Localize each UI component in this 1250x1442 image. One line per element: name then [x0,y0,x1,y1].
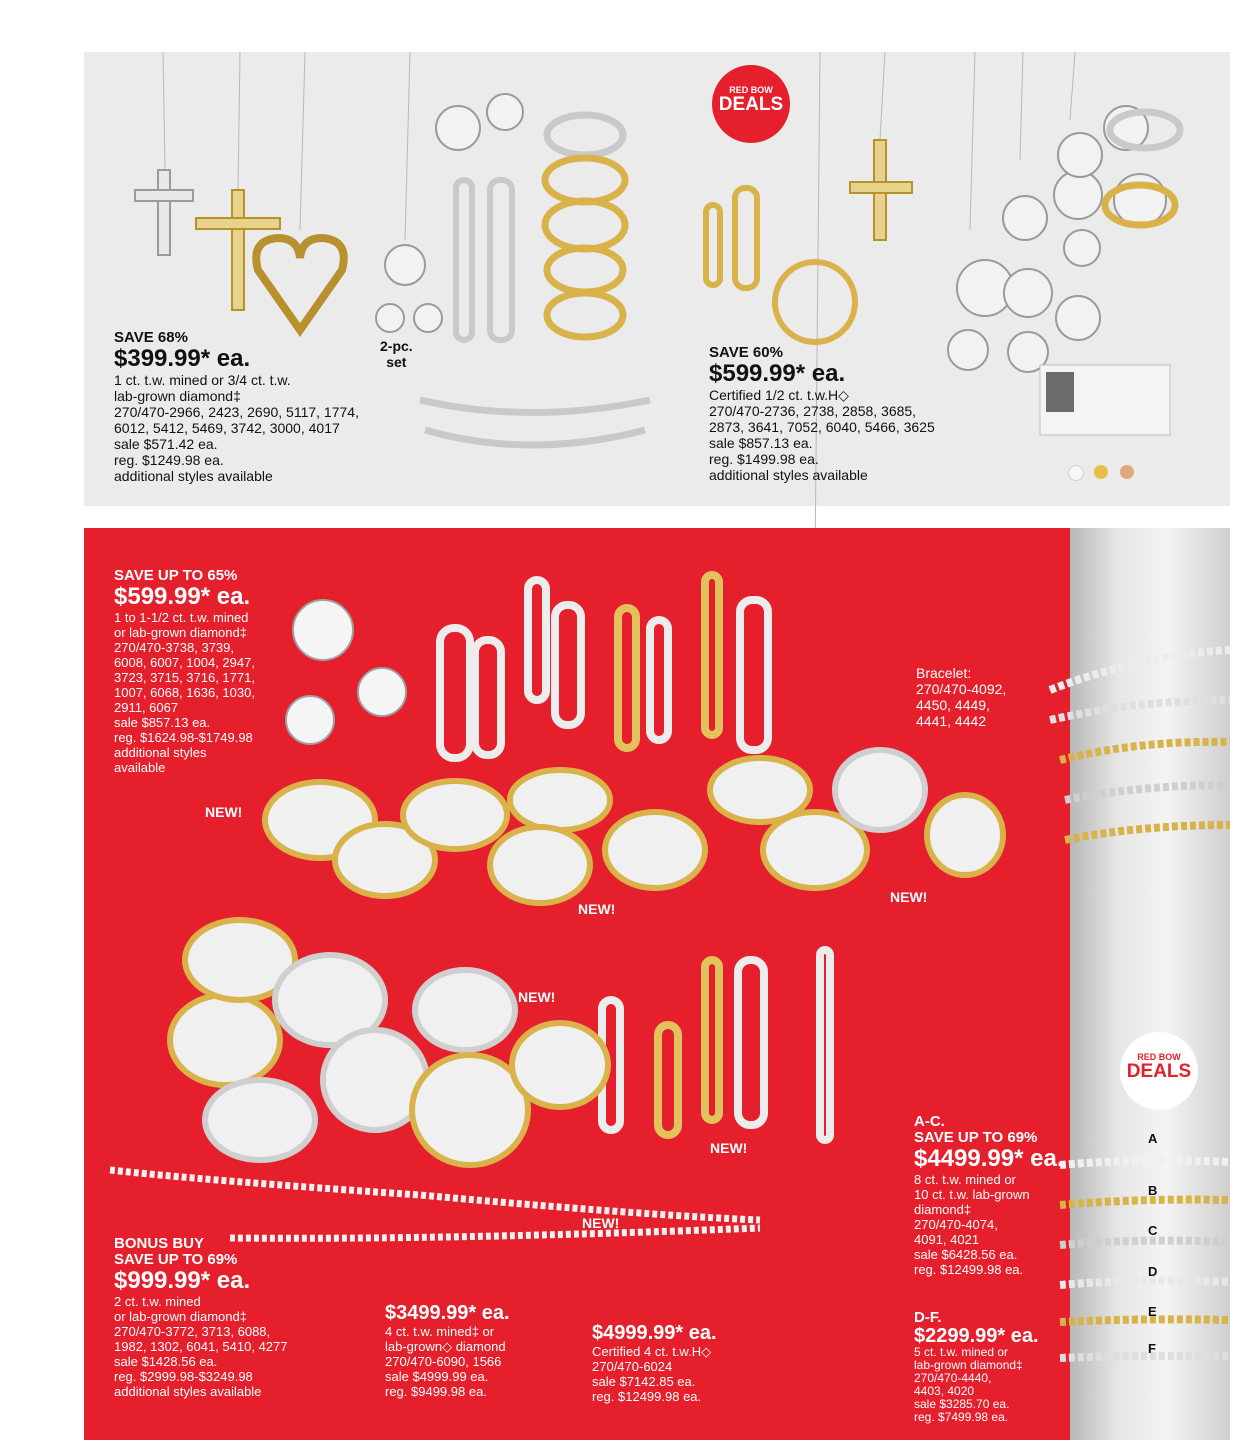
offer-save: SAVE 68% [114,329,188,346]
offer-line: lab-grown◇ diamond [385,1339,506,1354]
badge-big-text: DEALS [718,94,784,115]
offer-line: lab-grown diamond‡ [114,388,241,404]
offer-line: 270/470-3772, 3713, 6088, [114,1324,271,1339]
new-tag: NEW! [710,1140,748,1156]
set-tag-line1: 2-pc. [380,338,413,354]
offer-line: reg. $1249.98 ea. [114,452,224,468]
offer-line: 270/470-6090, 1566 [385,1354,502,1369]
offer-line: sale $7142.85 ea. [592,1374,696,1389]
offer-line: reg. $1499.98 ea. [709,451,819,467]
offer-line: reg. $12499.98 ea. [592,1389,702,1404]
offer-block-bracelet [916,665,1006,729]
offer-block-middle [385,1302,510,1399]
offer-block-red-top-left [114,568,255,775]
offer-line: 6008, 6007, 1004, 2947, [114,655,255,670]
offer-line: sale $4999.99 ea. [385,1369,489,1384]
new-tag: NEW! [578,901,616,917]
offer-line: Certified 4 ct. t.w.H◇ [592,1344,712,1359]
new-tag: NEW! [518,989,556,1005]
offer-line: 270/470-2966, 2423, 2690, 5117, 1774, [114,404,359,420]
offer-line: sale $571.42 ea. [114,436,218,452]
offer-price: $2299.99* ea. [914,1325,1039,1347]
offer-line: 270/470-4092, [916,681,1007,697]
badge-small-text: RED BOW [729,85,773,95]
offer-line: lab-grown diamond‡ [914,1358,1023,1372]
offer-line: 2873, 3641, 7052, 6040, 5466, 3625 [709,419,935,435]
offer-line: 4403, 4020 [914,1384,975,1398]
bracelet-letter-e: E [1148,1304,1157,1319]
offer-line: additional styles available [709,467,868,483]
offer-line: additional styles available [114,1384,262,1399]
offer-line: 5 ct. t.w. mined or [914,1345,1009,1359]
offer-line: 1982, 1302, 6041, 5410, 4277 [114,1339,288,1354]
offer-line: 1 ct. t.w. mined or 3/4 ct. t.w. [114,372,291,388]
offer-head: BONUS BUY [114,1235,205,1252]
offer-line: reg. $1624.98-$1749.98 [114,730,253,745]
new-tag: NEW! [205,804,243,820]
offer-head: D-F. [914,1309,942,1326]
offer-line: 270/470-2736, 2738, 2858, 3685, [709,403,917,419]
offer-price: $599.99* ea. [709,360,846,387]
offer-line: 270/470-4440, [914,1371,992,1385]
offer-line: 270/470-4074, [914,1217,998,1232]
offer-line: Certified 1/2 ct. t.w.H◇ [709,387,849,403]
offer-block-d-f [914,1310,1039,1424]
offer-line: 270/470-3738, 3739, [114,640,234,655]
offer-price: $999.99* ea. [114,1267,251,1294]
offer-line: reg. $7499.98 ea. [914,1410,1009,1424]
offer-price: $4499.99* ea. [914,1145,1064,1172]
new-tag: NEW! [582,1215,620,1231]
offer-line: sale $1428.56 ea. [114,1354,218,1369]
bracelet-letter-c: C [1148,1223,1158,1238]
offer-line: 2911, 6067 [114,700,179,715]
red-bow-deals-badge-bottom [1120,1032,1198,1110]
offer-line: diamond‡ [914,1202,972,1217]
offer-line: 8 ct. t.w. mined or [914,1172,1016,1187]
offer-price: $399.99* ea. [114,345,251,372]
offer-line: or lab-grown diamond‡ [114,1309,247,1324]
offer-line: 10 ct. t.w. lab-grown [914,1187,1030,1202]
offer-line: 1 to 1-1/2 ct. t.w. mined [114,610,249,625]
offer-line: additional styles available [114,468,273,484]
offer-line: reg. $9499.98 ea. [385,1384,487,1399]
offer-line: additional styles [114,745,207,760]
new-tag: NEW! [890,889,928,905]
offer-block-bonus-buy [114,1236,288,1399]
bracelet-letter-a: A [1148,1131,1158,1146]
offer-head: A-C. [914,1113,945,1130]
offer-save: SAVE UP TO 69% [914,1129,1038,1146]
offer-line: available [114,760,166,775]
offer-price: $599.99* ea. [114,583,251,610]
set-tag-line2: set [386,354,407,370]
offer-line: 3723, 3715, 3716, 1771, [114,670,255,685]
offer-line: 4450, 4449, [916,697,990,713]
offer-line: or lab-grown diamond‡ [114,625,247,640]
offer-line: reg. $12499.98 ea. [914,1262,1024,1277]
offer-save: SAVE UP TO 65% [114,567,238,584]
offer-line: sale $3285.70 ea. [914,1397,1010,1411]
offer-block-certified [592,1322,717,1404]
offer-line: sale $857.13 ea. [709,435,813,451]
offer-block-a-c [914,1114,1063,1277]
offer-line: 2 ct. t.w. mined [114,1294,201,1309]
offer-price: $4999.99* ea. [592,1322,717,1344]
offer-line: 4091, 4021 [914,1232,980,1247]
badge-big-text: DEALS [1126,1061,1192,1082]
offer-line: 1007, 6068, 1636, 1030, [114,685,255,700]
offer-line: 270/470-6024 [592,1359,673,1374]
offer-line: Bracelet: [916,665,972,681]
offer-line: reg. $2999.98-$3249.98 [114,1369,253,1384]
offer-save: SAVE 60% [709,344,783,361]
offer-line: 4 ct. t.w. mined‡ or [385,1324,495,1339]
offer-line: 4441, 4442 [916,713,987,729]
offer-price: $3499.99* ea. [385,1302,510,1324]
offer-line: sale $857.13 ea. [114,715,211,730]
bracelet-letter-b: B [1148,1183,1158,1198]
offer-save: SAVE UP TO 69% [114,1251,238,1268]
bracelet-letter-f: F [1148,1341,1156,1356]
bracelet-letter-d: D [1148,1264,1158,1279]
badge-small-text: RED BOW [1137,1052,1181,1062]
offer-line: sale $6428.56 ea. [914,1247,1018,1262]
offer-line: 6012, 5412, 5469, 3742, 3000, 4017 [114,420,340,436]
